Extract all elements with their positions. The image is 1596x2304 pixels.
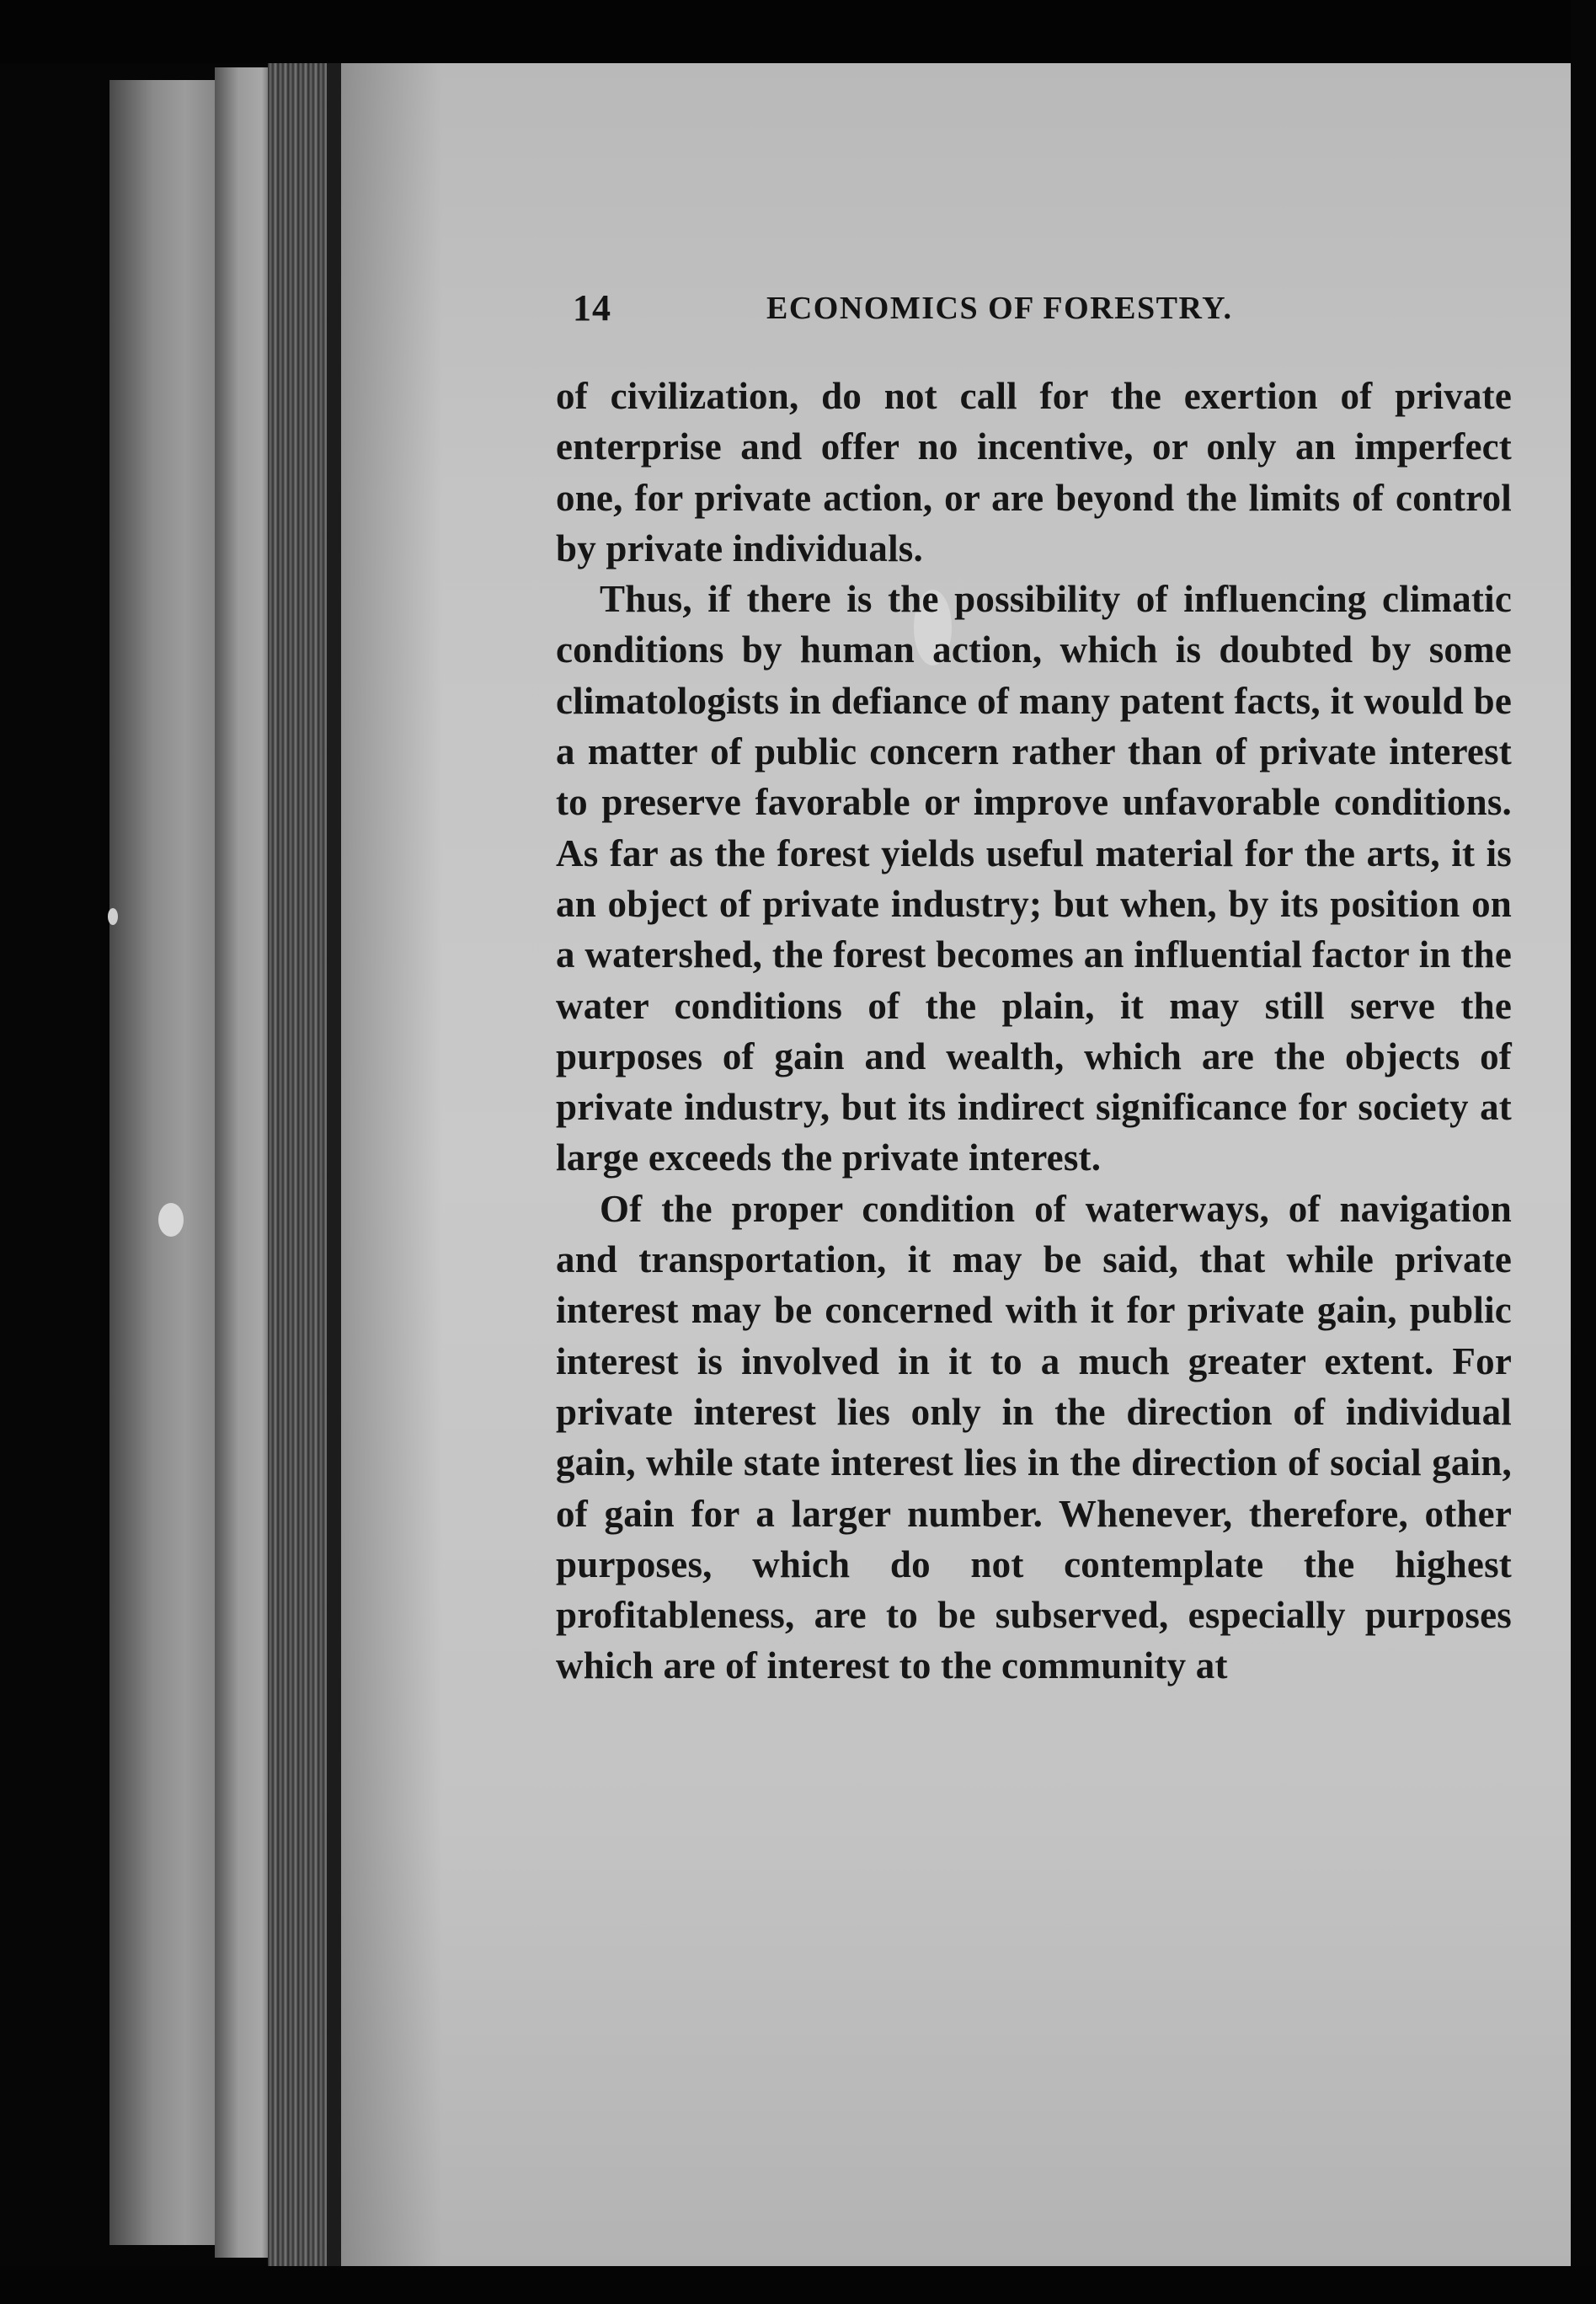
- book-cover-inner-edge: [215, 67, 274, 2258]
- page-header: [573, 286, 1533, 337]
- paragraph: Thus, if there is the possibility of influencing climatic conditions by human action, which is doubted by some climatologists in defiance of many patent facts, it would be a matter of public concern rather than of private interest to preserve favorable or improve unfavorable conditions. As far as the forest yields useful material for the arts, it is an object of private industry; but when, by its position on a watershed, the forest becomes an influential factor in the water conditions of the plain, it may still serve the purposes of gain and wealth, which are the objects of private industry, but its indirect significance for society at large exceeds the private interest.: [556, 578, 1512, 1179]
- scan-speck: [158, 1203, 184, 1237]
- paragraph-continued: of civilization, do not call for the exertion of private enterprise and offer no incentive, or only an imperfect one, for private action, or are beyond the limits of control by private individuals.: [556, 375, 1512, 569]
- gutter-shadow: [341, 63, 442, 2266]
- page-number: 14: [573, 287, 611, 329]
- scan-border-right: [1571, 0, 1596, 2304]
- scan-border-bottom: [0, 2266, 1596, 2304]
- running-head: ECONOMICS OF FORESTRY.: [766, 291, 1233, 326]
- scan-speck: [108, 908, 118, 925]
- paragraph: Of the proper condition of waterways, of navigation and transportation, it may be said, that while private interest may be concerned with it for private gain, public interest is involved in it to a much greater extent. For private interest lies only in the direction of individual gain, while state interest lies in the direction of social gain, of gain for a larger number. Whenever, therefore, other purposes, which do not contemplate the highest profitableness, are to be subserved, especially purposes which are of interest to the community at: [556, 1187, 1512, 1687]
- scan-border-top: [0, 0, 1596, 63]
- body-text: [556, 371, 1512, 1692]
